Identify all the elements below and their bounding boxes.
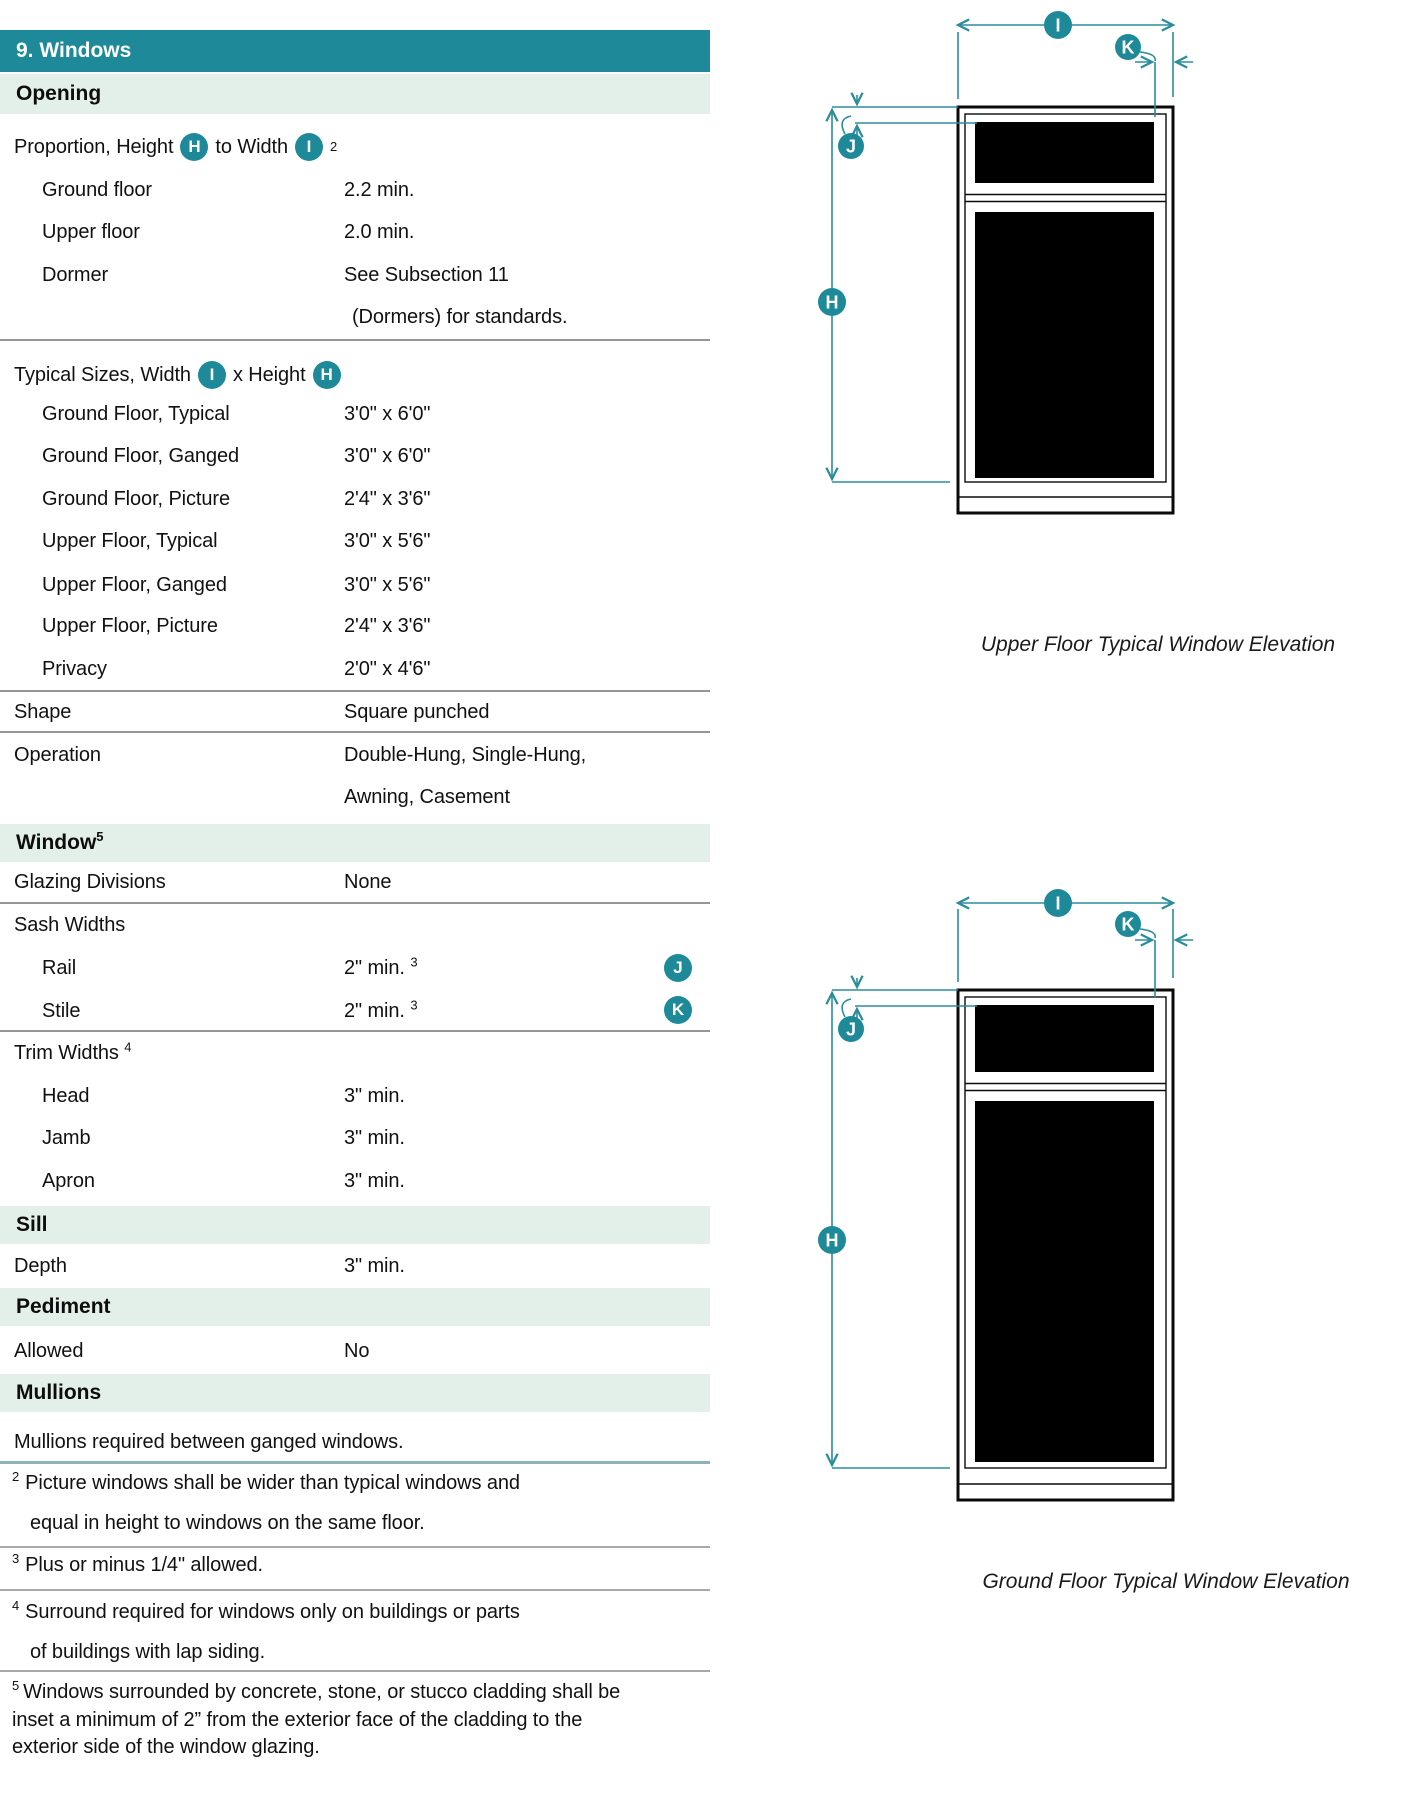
row-sash-widths: Sash Widths [14,913,126,936]
dim-badge-h [818,288,846,316]
table-row: Dormer See Subsection 11 [42,263,509,286]
table-row: Apron 3" min. [42,1169,405,1192]
row-glazing: Glazing Divisions None [14,870,392,893]
window-frame-upper [958,107,1173,513]
table-row: Upper Floor, Ganged 3'0" x 5'6" [42,573,431,596]
band-pediment-label: Pediment [16,1295,111,1318]
band-mullions [0,1374,710,1412]
proportion-label: Proportion, Height [14,135,174,158]
row-mullions-note: Mullions required between ganged windows. [14,1430,404,1453]
diagram-upper-floor-window-elevation [700,0,1401,780]
table-row: Ground floor 2.2 min. [42,178,415,201]
table-row: Head 3" min. [42,1084,405,1107]
table-row: Jamb 3" min. [42,1126,405,1149]
dim-badge-j [838,1016,864,1042]
svg-text:I: I [1055,15,1061,36]
page-title: 9. Windows [16,39,132,62]
caption-upper-elevation: Upper Floor Typical Window Elevation [980,633,1336,656]
dimension-J-rail [832,95,977,135]
dimension-J-rail [832,978,977,1018]
dim-badge-i [1044,11,1072,39]
row-stile: Stile 2" min. $^3$ [42,996,418,1022]
dim-badge-i [1044,889,1072,917]
row-trim-widths: Trim Widths $^4$ [14,1038,132,1064]
svg-text:J: J [845,136,857,157]
table-row: Ground Floor, Ganged 3'0" x 6'0" [42,444,431,467]
table-row: Ground Floor, Typical 3'0" x 6'0" [42,402,431,425]
caption-ground-elevation: Ground Floor Typical Window Elevation [982,1570,1350,1593]
window-frame-ground [958,990,1173,1500]
dimension-H-height [832,993,950,1468]
dim-badge-k [1115,911,1141,937]
band-window-label: Window$^5$ [16,829,104,854]
table-row: Upper floor 2.0 min. [42,220,415,243]
row-operation: Operation Double-Hung, Single-Hung, [14,743,587,766]
table-row: Ground Floor, Picture 2'4" x 3'6" [42,487,431,510]
badge-k-icon: K [664,996,692,1024]
row-depth: Depth 3" min. [14,1254,405,1277]
badge-i-icon: I [295,133,323,161]
typical-sizes-label: Typical Sizes, Width [14,363,191,386]
table-row: Upper Floor, Picture 2'4" x 3'6" [42,614,431,637]
upper-sash-glass [975,122,1154,183]
band-window [0,824,710,862]
band-sill [0,1206,710,1244]
divider [0,1546,710,1548]
band-mullions-label: Mullions [16,1381,102,1404]
lower-sash-glass [975,1101,1154,1462]
svg-text:K: K [1121,914,1135,935]
section-header-band [0,30,710,72]
divider-teal [0,1461,710,1464]
divider [0,1670,710,1672]
dim-badge-k [1115,34,1141,60]
table-row: Upper Floor, Typical 3'0" x 5'6" [42,529,431,552]
footnote-4: $^4$ Surround required for windows only on buildings or parts [12,1598,520,1623]
badge-j-icon: J [664,954,692,982]
row-operation-continuation: Awning, Casement [344,785,510,808]
svg-text:I: I [1055,893,1061,914]
svg-text:H: H [825,1230,839,1251]
badge-h-icon: H [180,133,208,161]
dimension-K-stile [1135,929,1193,998]
badge-i-icon: I [198,361,226,389]
dim-badge-j [838,133,864,159]
upper-sash-glass [975,1005,1154,1072]
svg-text:H: H [825,292,839,313]
band-opening [0,74,710,114]
divider [0,339,710,341]
table-row: Privacy 2'0" x 4'6" [42,657,431,680]
divider [0,731,710,733]
footnote-5: $^5$ Windows surrounded by concrete, stone, or stucco cladding shall be inset a minimum of 2” from the exterior face of the cladding to the exterior side of the window glazing. [12,1678,621,1758]
svg-text:K: K [1121,37,1135,58]
svg-text:J: J [845,1019,857,1040]
band-sill-label: Sill [16,1213,48,1236]
badge-h-icon: H [313,361,341,389]
dim-badge-h [818,1226,846,1254]
row-shape: Shape Square punched [14,700,490,723]
footnote-3: $^3$ Plus or minus 1/4" allowed. [12,1551,263,1576]
footnote-4-continuation: of buildings with lap siding. [30,1641,266,1663]
row-rail: Rail 2" min. $^3$ [42,953,418,979]
diagram-ground-floor-window-elevation [700,880,1401,1603]
divider [0,1589,710,1591]
band-pediment [0,1288,710,1326]
row-typical-sizes: Typical Sizes, Width I x Height H [14,354,710,396]
row-proportion: Proportion, Height H to Width I 2 [14,126,710,168]
table-row-continuation: (Dormers) for standards. [352,305,568,328]
row-allowed: Allowed No [14,1339,370,1362]
dimension-H-height [832,110,950,482]
band-opening-label: Opening [16,82,102,105]
lower-sash-glass [975,212,1154,478]
footnote-2: $^2$ Picture windows shall be wider than typical windows and [12,1469,520,1494]
dimension-I-width [958,903,1173,982]
footnote-2-continuation: equal in height to windows on the same floor. [30,1512,425,1534]
